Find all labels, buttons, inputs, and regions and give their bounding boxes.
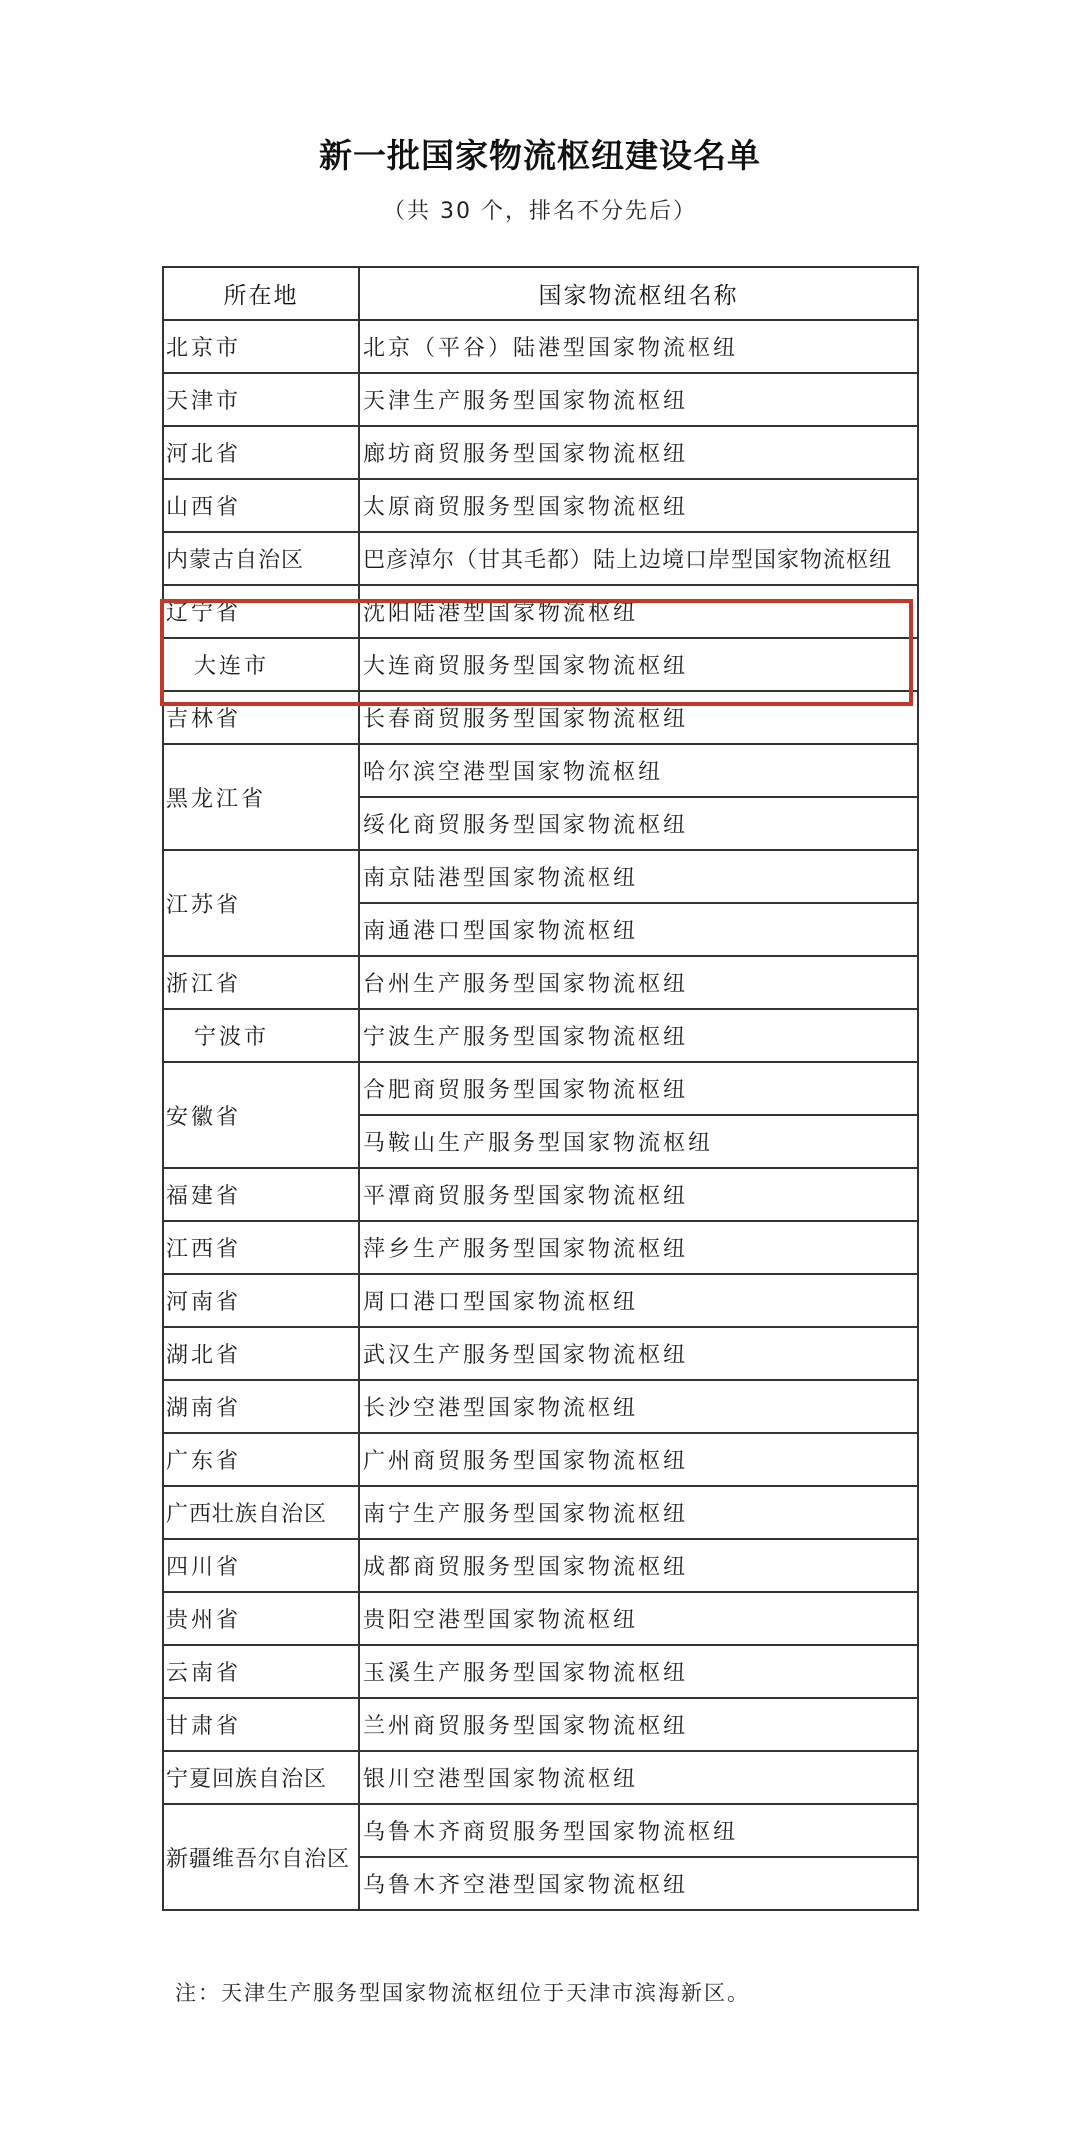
location-cell: 宁夏回族自治区 xyxy=(163,1751,359,1804)
table-row xyxy=(163,1751,918,1804)
table-row xyxy=(163,956,918,1009)
hub-cell: 长春商贸服务型国家物流枢纽 xyxy=(359,691,918,744)
table-row xyxy=(163,1698,918,1751)
location-cell: 新疆维吾尔自治区 xyxy=(163,1804,359,1910)
location-cell: 湖北省 xyxy=(163,1327,359,1380)
hub-cell: 天津生产服务型国家物流枢纽 xyxy=(359,373,918,426)
table-row xyxy=(163,1274,918,1327)
location-cell: 安徽省 xyxy=(163,1062,359,1168)
location-cell: 大连市 xyxy=(163,638,359,691)
table-row xyxy=(163,1327,918,1380)
hub-cell: 兰州商贸服务型国家物流枢纽 xyxy=(359,1698,918,1751)
table-row xyxy=(163,1539,918,1592)
hub-cell: 武汉生产服务型国家物流枢纽 xyxy=(359,1327,918,1380)
table-header-row xyxy=(163,267,918,320)
location-cell: 江西省 xyxy=(163,1221,359,1274)
hub-cell: 巴彦淖尔（甘其毛都）陆上边境口岸型国家物流枢纽 xyxy=(359,532,918,585)
hub-cell: 平潭商贸服务型国家物流枢纽 xyxy=(359,1168,918,1221)
location-cell: 浙江省 xyxy=(163,956,359,1009)
location-cell: 山西省 xyxy=(163,479,359,532)
hub-cell: 南通港口型国家物流枢纽 xyxy=(359,903,918,956)
table-row xyxy=(163,1221,918,1274)
table-row xyxy=(163,1592,918,1645)
hub-cell: 银川空港型国家物流枢纽 xyxy=(359,1751,918,1804)
table-row xyxy=(163,479,918,532)
table-row xyxy=(163,426,918,479)
table-row xyxy=(163,373,918,426)
location-cell: 广东省 xyxy=(163,1433,359,1486)
header-location: 所在地 xyxy=(163,267,359,320)
table-row xyxy=(163,1645,918,1698)
hub-cell: 哈尔滨空港型国家物流枢纽 xyxy=(359,744,918,797)
location-cell: 江苏省 xyxy=(163,850,359,956)
table-row xyxy=(163,744,918,797)
table-row xyxy=(163,691,918,744)
table-row xyxy=(163,1804,918,1857)
hub-cell: 贵阳空港型国家物流枢纽 xyxy=(359,1592,918,1645)
table-row xyxy=(163,532,918,585)
table-row xyxy=(163,1433,918,1486)
hub-cell: 宁波生产服务型国家物流枢纽 xyxy=(359,1009,918,1062)
table-row xyxy=(163,1380,918,1433)
table-row xyxy=(163,850,918,903)
location-cell: 贵州省 xyxy=(163,1592,359,1645)
location-cell: 云南省 xyxy=(163,1645,359,1698)
table-row xyxy=(163,585,918,638)
table-row xyxy=(163,1486,918,1539)
table-row xyxy=(163,1062,918,1115)
hub-cell: 合肥商贸服务型国家物流枢纽 xyxy=(359,1062,918,1115)
table-row xyxy=(163,1009,918,1062)
hub-cell: 沈阳陆港型国家物流枢纽 xyxy=(359,585,918,638)
hub-cell: 南宁生产服务型国家物流枢纽 xyxy=(359,1486,918,1539)
hub-cell: 长沙空港型国家物流枢纽 xyxy=(359,1380,918,1433)
location-cell: 内蒙古自治区 xyxy=(163,532,359,585)
hub-cell: 台州生产服务型国家物流枢纽 xyxy=(359,956,918,1009)
header-hub-name: 国家物流枢纽名称 xyxy=(359,267,918,320)
hub-cell: 广州商贸服务型国家物流枢纽 xyxy=(359,1433,918,1486)
location-cell: 北京市 xyxy=(163,320,359,373)
hub-list-table xyxy=(162,266,919,1911)
location-cell: 宁波市 xyxy=(163,1009,359,1062)
hub-cell: 成都商贸服务型国家物流枢纽 xyxy=(359,1539,918,1592)
location-cell: 黑龙江省 xyxy=(163,744,359,850)
hub-cell: 马鞍山生产服务型国家物流枢纽 xyxy=(359,1115,918,1168)
hub-cell: 乌鲁木齐空港型国家物流枢纽 xyxy=(359,1857,918,1910)
hub-cell: 大连商贸服务型国家物流枢纽 xyxy=(359,638,918,691)
hub-cell: 绥化商贸服务型国家物流枢纽 xyxy=(359,797,918,850)
table-row xyxy=(163,638,918,691)
page-title: 新一批国家物流枢纽建设名单 xyxy=(319,136,761,175)
hub-cell: 萍乡生产服务型国家物流枢纽 xyxy=(359,1221,918,1274)
location-cell: 湖南省 xyxy=(163,1380,359,1433)
location-cell: 吉林省 xyxy=(163,691,359,744)
hub-cell: 周口港口型国家物流枢纽 xyxy=(359,1274,918,1327)
location-cell: 甘肃省 xyxy=(163,1698,359,1751)
hub-cell: 廊坊商贸服务型国家物流枢纽 xyxy=(359,426,918,479)
table-row xyxy=(163,320,918,373)
location-cell: 广西壮族自治区 xyxy=(163,1486,359,1539)
location-cell: 四川省 xyxy=(163,1539,359,1592)
location-cell: 河南省 xyxy=(163,1274,359,1327)
table-row xyxy=(163,1168,918,1221)
footnote: 注：天津生产服务型国家物流枢纽位于天津市滨海新区。 xyxy=(175,1981,750,2005)
location-cell: 河北省 xyxy=(163,426,359,479)
hub-cell: 太原商贸服务型国家物流枢纽 xyxy=(359,479,918,532)
location-cell: 天津市 xyxy=(163,373,359,426)
hub-cell: 南京陆港型国家物流枢纽 xyxy=(359,850,918,903)
hub-cell: 北京（平谷）陆港型国家物流枢纽 xyxy=(359,320,918,373)
location-cell: 福建省 xyxy=(163,1168,359,1221)
hub-cell: 玉溪生产服务型国家物流枢纽 xyxy=(359,1645,918,1698)
hub-cell: 乌鲁木齐商贸服务型国家物流枢纽 xyxy=(359,1804,918,1857)
page-subtitle: （共 30 个，排名不分先后） xyxy=(383,199,697,224)
location-cell: 辽宁省 xyxy=(163,585,359,638)
